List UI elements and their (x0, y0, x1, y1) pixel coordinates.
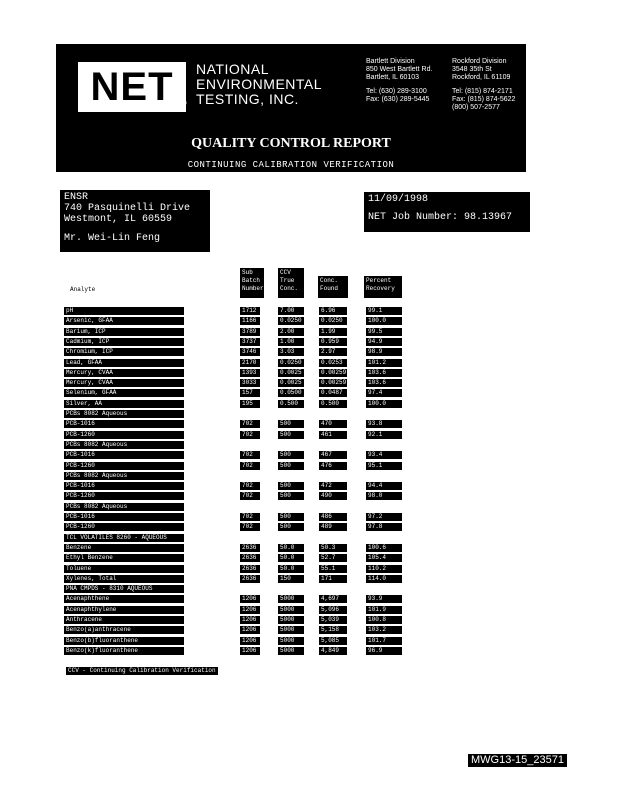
conc-found-cell: 0.0253 (319, 359, 347, 367)
header-text: CCV (280, 269, 291, 276)
analyte-cell: PCB-1260 (64, 523, 184, 531)
sub-batch-cell: 1206 (240, 606, 260, 614)
analyte-cell: PCB-1016 (64, 513, 184, 521)
true-conc-cell: 2.00 (278, 328, 304, 336)
conc-found-cell: 461 (319, 431, 347, 439)
header-text: Sub (242, 269, 253, 276)
rockford-line: (800) 507-2577 (452, 104, 500, 111)
company-name (196, 62, 322, 107)
recovery-cell: 93.9 (366, 595, 402, 603)
conc-found-cell: 5,158 (319, 626, 347, 634)
true-conc-cell: 0.0250 (278, 317, 304, 325)
footer-note: CCV - Continuing Calibration Verification (68, 667, 216, 674)
sub-batch-cell: 2636 (240, 575, 260, 583)
sub-batch-cell: 702 (240, 462, 260, 470)
recovery-cell: 103.6 (366, 369, 402, 377)
true-conc-cell: 0.0025 (278, 369, 304, 377)
net-logo (76, 60, 188, 114)
true-conc-cell: 500 (278, 462, 304, 470)
document-id: MWG13-15_23571 (468, 754, 567, 767)
analyte-cell: TCL VOLATILES 8260 - AQUEOUS (64, 534, 184, 542)
analyte-cell: Benzo(k)fluoranthene (64, 647, 184, 655)
true-conc-cell: 500 (278, 431, 304, 439)
header-text: Batch (242, 277, 261, 284)
sub-batch-cell: 702 (240, 451, 260, 459)
header-text: True (280, 277, 295, 284)
report-date: 11/09/1998 (368, 194, 429, 205)
analyte-cell: Silver, AA (64, 400, 184, 408)
true-conc-cell: 5000 (278, 616, 304, 624)
analyte-cell: Toluene (64, 565, 184, 573)
conc-found-cell: 490 (319, 492, 347, 500)
client-city: Westmont, IL 60559 (64, 214, 173, 225)
column-header-analyte: Analyte (70, 286, 96, 293)
conc-found-cell: 5,085 (319, 637, 347, 645)
analyte-cell: PNA CMPDS - 8310 AQUEOUS (64, 585, 184, 593)
analyte-cell: PCBs 8082 Aqueous (64, 441, 184, 449)
rockford-line: Rockford Division (452, 58, 507, 65)
recovery-cell: 100.0 (366, 400, 402, 408)
header-text: Found (320, 285, 339, 292)
analyte-cell: Chromium, ICP (64, 348, 184, 356)
analyte-cell: Arsenic, GFAA (64, 317, 184, 325)
true-conc-cell: 0.0500 (278, 389, 304, 397)
true-conc-cell: 5000 (278, 626, 304, 634)
column-header-recovery (364, 276, 402, 298)
conc-found-cell: 489 (319, 523, 347, 531)
logo-text: NET (90, 64, 174, 109)
bartlett-line: Bartlett, IL 60103 (366, 74, 420, 81)
true-conc-cell: 5000 (278, 595, 304, 603)
analyte-cell: PCB-1016 (64, 482, 184, 490)
header-text: Conc. (320, 277, 339, 284)
client-street: 740 Pasquinelli Drive (64, 203, 191, 214)
rockford-line: 3548 35th St (452, 66, 492, 73)
report-subtitle: CONTINUING CALIBRATION VERIFICATION (187, 160, 395, 170)
conc-found-cell: 4,697 (319, 595, 347, 603)
sub-batch-cell: 1206 (240, 647, 260, 655)
true-conc-cell: 500 (278, 451, 304, 459)
recovery-cell: 100.8 (366, 616, 402, 624)
true-conc-cell: 150 (278, 575, 304, 583)
conc-found-cell: 2.97 (319, 348, 347, 356)
recovery-cell: 94.9 (366, 338, 402, 346)
recovery-cell: 100.0 (366, 317, 402, 325)
recovery-cell: 94.4 (366, 482, 402, 490)
column-header-sub-batch (240, 268, 264, 298)
recovery-cell: 97.2 (366, 513, 402, 521)
report-title: QUALITY CONTROL REPORT (191, 136, 391, 151)
analyte-cell: Lead, GFAA (64, 359, 184, 367)
sub-batch-cell: 157 (240, 389, 260, 397)
analyte-cell: PCBs 8082 Aqueous (64, 472, 184, 480)
bartlett-address (366, 58, 432, 104)
conc-found-cell: 6.96 (319, 307, 347, 315)
analyte-cell: Barium, ICP (64, 328, 184, 336)
analyte-cell: Anthracene (64, 616, 184, 624)
conc-found-cell: 5,039 (319, 616, 347, 624)
analyte-cell: PCB-1260 (64, 492, 184, 500)
analyte-cell: PCB-1016 (64, 451, 184, 459)
sub-batch-cell: 3746 (240, 348, 260, 356)
true-conc-cell: 50.0 (278, 554, 304, 562)
analyte-cell: Selenium, GFAA (64, 389, 184, 397)
sub-batch-cell: 702 (240, 523, 260, 531)
true-conc-cell: 5000 (278, 647, 304, 655)
sub-batch-cell: 702 (240, 431, 260, 439)
analyte-cell: Benzene (64, 544, 184, 552)
recovery-cell: 101.2 (366, 359, 402, 367)
recovery-cell: 93.8 (366, 420, 402, 428)
sub-batch-cell: 195 (240, 400, 260, 408)
recovery-cell: 97.4 (366, 389, 402, 397)
true-conc-cell: 3.03 (278, 348, 304, 356)
job-number: NET Job Number: 98.13967 (368, 212, 513, 223)
header-text: Recovery (366, 285, 395, 292)
conc-found-cell: 0.0250 (319, 317, 347, 325)
bartlett-line: Fax: (630) 289-5445 (366, 96, 430, 103)
conc-found-cell: 0.0487 (319, 389, 347, 397)
true-conc-cell: 0.0025 (278, 379, 304, 387)
analyte-cell: Cadmium, ICP (64, 338, 184, 346)
rockford-line: Tel: (815) 874-2171 (452, 88, 513, 95)
analyte-cell: Mercury, CVAA (64, 379, 184, 387)
conc-found-cell: 0.959 (319, 338, 347, 346)
sub-batch-cell: 702 (240, 420, 260, 428)
conc-found-cell: 52.7 (319, 554, 347, 562)
header-text: Conc. (280, 285, 299, 292)
recovery-cell: 97.8 (366, 523, 402, 531)
recovery-cell: 93.4 (366, 451, 402, 459)
sub-batch-cell: 3737 (240, 338, 260, 346)
conc-found-cell: 55.1 (319, 565, 347, 573)
true-conc-cell: 1.00 (278, 338, 304, 346)
recovery-cell: 103.6 (366, 379, 402, 387)
bartlett-line: 850 West Bartlett Rd. (366, 66, 433, 73)
client-contact: Mr. Wei-Lin Feng (64, 233, 161, 244)
bartlett-line: Tel: (630) 289-3100 (366, 88, 427, 95)
recovery-cell: 98.9 (366, 348, 402, 356)
recovery-cell: 105.4 (366, 554, 402, 562)
recovery-cell: 99.1 (366, 307, 402, 315)
conc-found-cell: 470 (319, 420, 347, 428)
recovery-cell: 110.2 (366, 565, 402, 573)
header-text: Number (242, 285, 264, 292)
sub-batch-cell: 2170 (240, 359, 260, 367)
true-conc-cell: 5000 (278, 637, 304, 645)
analyte-cell: Acenaphthylene (64, 606, 184, 614)
true-conc-cell: 50.0 (278, 565, 304, 573)
sub-batch-cell: 1393 (240, 369, 260, 377)
sub-batch-cell: 1206 (240, 637, 260, 645)
sub-batch-cell: 1206 (240, 616, 260, 624)
conc-found-cell: 0.00259 (321, 379, 347, 387)
recovery-cell: 103.2 (366, 626, 402, 634)
sub-batch-cell: 702 (240, 513, 260, 521)
true-conc-cell: 500 (278, 523, 304, 531)
sub-batch-cell: 702 (240, 492, 260, 500)
sub-batch-cell: 702 (240, 482, 260, 490)
bartlett-line: Bartlett Division (366, 58, 415, 65)
analyte-cell: Acenaphthene (64, 595, 184, 603)
column-header-conc-found (318, 276, 348, 298)
analyte-cell: Mercury, CVAA (64, 369, 184, 377)
true-conc-cell: 500 (278, 513, 304, 521)
sub-batch-cell: 3789 (240, 328, 260, 336)
recovery-cell: 99.5 (366, 328, 402, 336)
conc-found-cell: 5,096 (319, 606, 347, 614)
sub-batch-cell: 1206 (240, 626, 260, 634)
true-conc-cell: 0.0250 (278, 359, 304, 367)
conc-found-cell: 1.99 (319, 328, 347, 336)
company-line-1: NATIONAL (196, 61, 269, 77)
analyte-cell: PCB-1260 (64, 431, 184, 439)
conc-found-cell: 472 (319, 482, 347, 490)
true-conc-cell: 50.0 (278, 544, 304, 552)
recovery-cell: 100.6 (366, 544, 402, 552)
client-address-block (60, 190, 210, 252)
header-text: Percent (366, 277, 392, 284)
analyte-cell: PCBs 8082 Aqueous (64, 410, 184, 418)
true-conc-cell: 0.500 (278, 400, 304, 408)
sub-batch-cell: 1206 (240, 595, 260, 603)
sub-batch-cell: 1712 (240, 307, 260, 315)
recovery-cell: 101.7 (366, 637, 402, 645)
job-info-block (364, 192, 530, 232)
registered-mark: ® (180, 98, 187, 108)
company-line-3: TESTING, INC. (196, 91, 299, 107)
recovery-cell: 92.1 (366, 431, 402, 439)
analyte-cell: Benzo(b)fluoranthene (64, 637, 184, 645)
conc-found-cell: 4,849 (319, 647, 347, 655)
sub-batch-cell: 1166 (240, 317, 260, 325)
conc-found-cell: 0.500 (319, 400, 347, 408)
recovery-cell: 95.1 (366, 462, 402, 470)
true-conc-cell: 500 (278, 420, 304, 428)
sub-batch-cell: 3033 (240, 379, 260, 387)
true-conc-cell: 500 (278, 492, 304, 500)
conc-found-cell: 0.00259 (321, 368, 347, 376)
analyte-cell: pH (64, 307, 184, 315)
sub-batch-cell: 2636 (240, 565, 260, 573)
recovery-cell: 101.9 (366, 606, 402, 614)
conc-found-cell: 50.3 (319, 544, 347, 552)
sub-batch-cell: 2636 (240, 544, 260, 552)
analyte-cell: PCB-1260 (64, 462, 184, 470)
analyte-cell: Xylenes, Total (64, 575, 184, 583)
rockford-line: Fax: (815) 874-5622 (452, 96, 516, 103)
analyte-cell: Benzo(a)anthracene (64, 626, 184, 634)
conc-found-cell: 171 (319, 575, 347, 583)
recovery-cell: 114.0 (366, 575, 402, 583)
client-name: ENSR (64, 192, 89, 203)
true-conc-cell: 500 (278, 482, 304, 490)
conc-found-cell: 467 (319, 451, 347, 459)
rockford-line: Rockford, IL 61109 (452, 74, 511, 81)
recovery-cell: 96.9 (366, 647, 402, 655)
conc-found-cell: 486 (319, 513, 347, 521)
analyte-cell: PCBs 8082 Aqueous (64, 503, 184, 511)
rockford-address (452, 58, 515, 112)
conc-found-cell: 476 (319, 462, 347, 470)
analyte-cell: Ethyl Benzene (64, 554, 184, 562)
analyte-cell: PCB-1016 (64, 420, 184, 428)
sub-batch-cell: 2636 (240, 554, 260, 562)
column-header-true-conc (278, 268, 304, 298)
company-line-2: ENVIRONMENTAL (196, 76, 323, 92)
true-conc-cell: 5000 (278, 606, 304, 614)
recovery-cell: 98.0 (366, 492, 402, 500)
true-conc-cell: 7.00 (278, 307, 304, 315)
